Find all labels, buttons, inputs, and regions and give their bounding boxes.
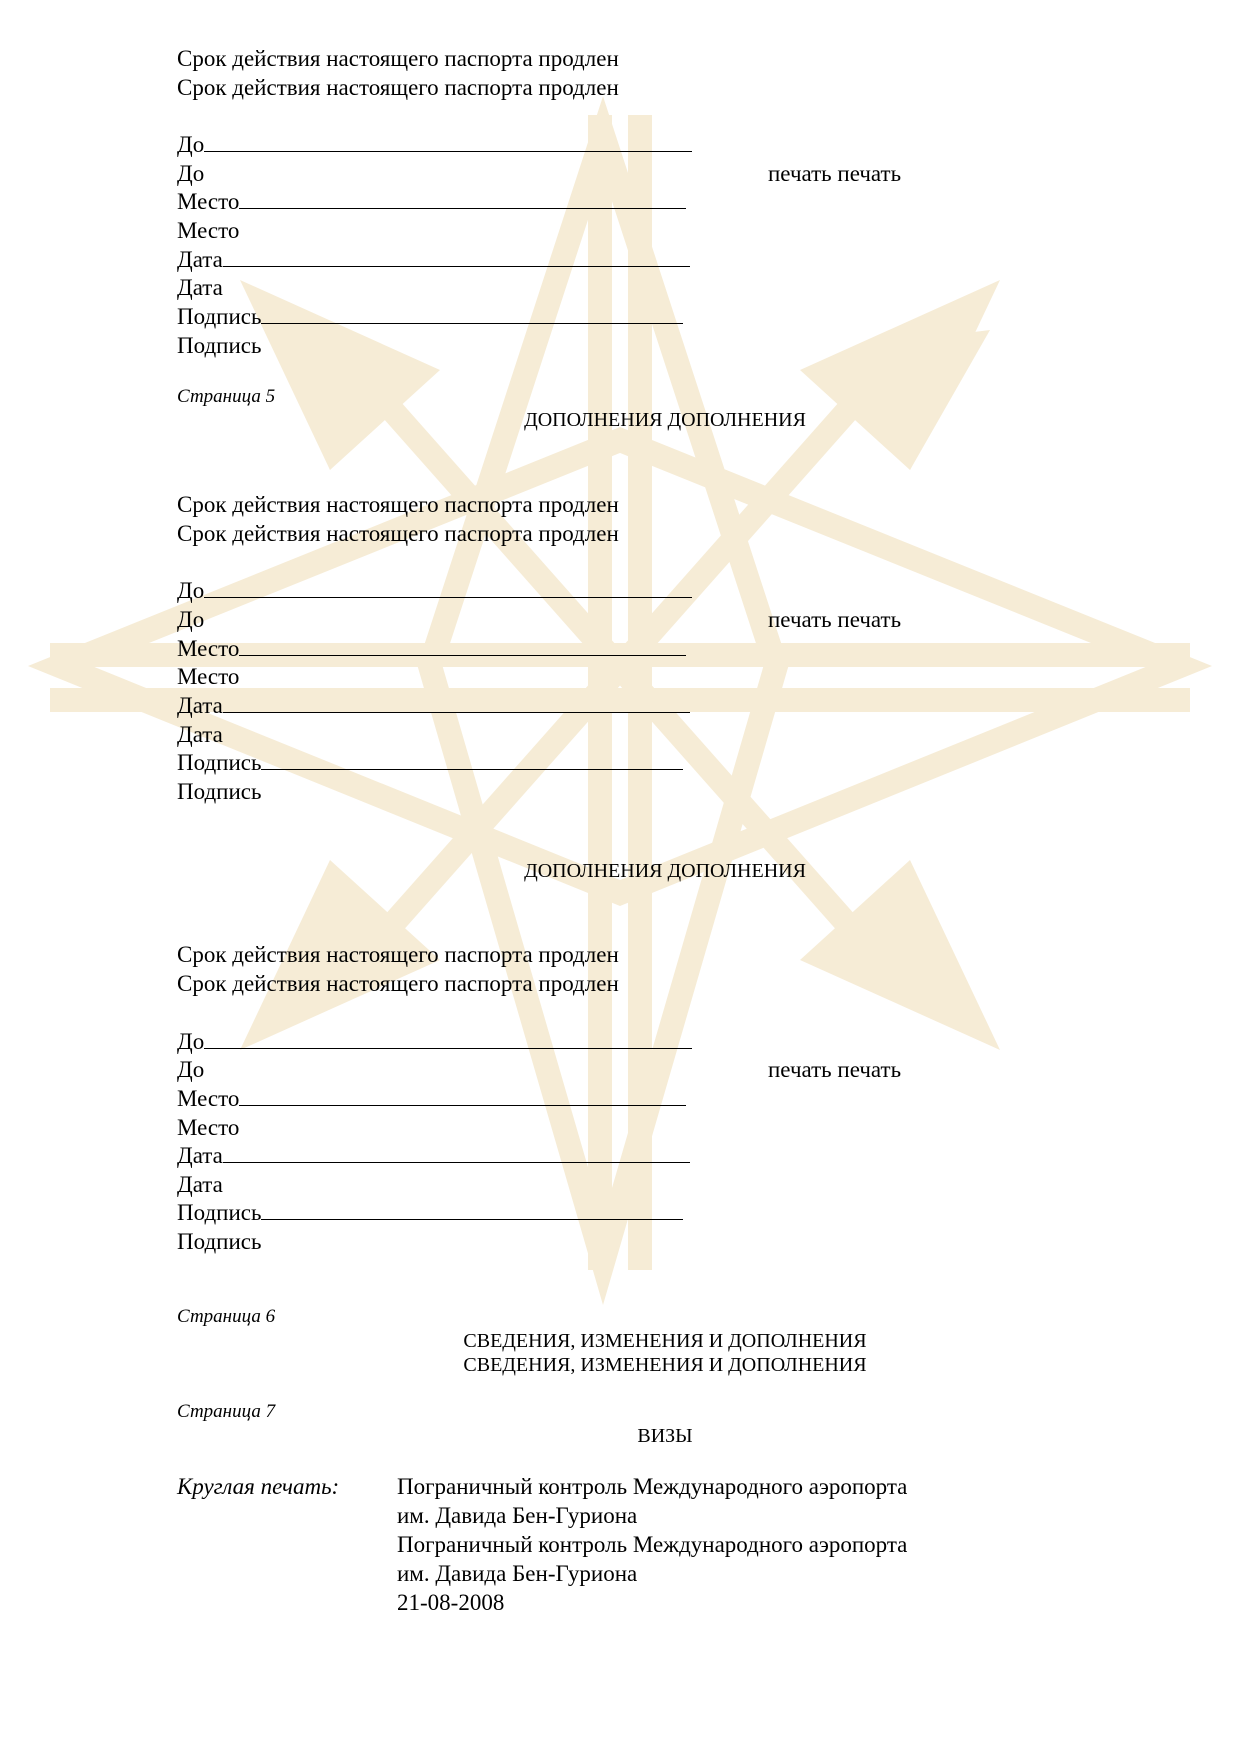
renewal-text: Срок действия настоящего паспорта продлен [177,942,619,967]
signature-label: Подпись [177,750,262,775]
date-label: Дата [177,247,223,272]
stamp-label: Круглая печать: [177,1474,340,1499]
date-line [223,1162,690,1163]
until-label: До [177,161,205,186]
until-label: До [177,132,205,157]
date-label: Дата [177,1143,223,1168]
until-field [177,1030,692,1053]
signature-field [177,1201,683,1224]
place-label: Место [177,664,240,689]
renewal-text: Срок действия настоящего паспорта продлен [177,971,619,996]
section-heading: ДОПОЛНЕНИЯ ДОПОЛНЕНИЯ [524,409,806,431]
signature-line [261,323,683,324]
date-field [177,248,690,271]
place-line [239,655,686,656]
page-label: Страница 5 [177,386,276,407]
stamp-text-line: Пограничный контроль Международного аэропорта [397,1532,908,1557]
place-line [239,208,686,209]
signature-label: Подпись [177,1229,262,1254]
signature-field [177,305,683,328]
stamp-placeholder: печать печать [768,607,902,632]
section-heading: СВЕДЕНИЯ, ИЗМЕНЕНИЯ И ДОПОЛНЕНИЯ [463,1330,867,1352]
until-field [177,133,692,156]
until-line [204,151,692,152]
renewal-text: Срок действия настоящего паспорта продлен [177,46,619,71]
signature-label: Подпись [177,333,262,358]
stamp-placeholder: печать печать [768,1057,902,1082]
signature-label: Подпись [177,304,262,329]
renewal-text: Срок действия настоящего паспорта продлен [177,75,619,100]
date-label: Дата [177,275,223,300]
date-field [177,694,690,717]
until-label: До [177,578,205,603]
page-label: Страница 7 [177,1401,276,1422]
signature-line [261,1219,683,1220]
place-field [177,1087,686,1110]
date-line [223,266,690,267]
place-label: Место [177,1115,240,1140]
page-label: Страница 6 [177,1306,276,1327]
until-line [204,1048,692,1049]
date-label: Дата [177,1172,223,1197]
place-label: Место [177,636,240,661]
stamp-date: 21-08-2008 [397,1590,505,1615]
place-line [239,1105,686,1106]
signature-label: Подпись [177,1200,262,1225]
stamp-text-line: Пограничный контроль Международного аэропорта [397,1474,908,1499]
stamp-text-line: им. Давида Бен-Гуриона [397,1503,638,1528]
date-label: Дата [177,693,223,718]
stamp-text-line: им. Давида Бен-Гуриона [397,1561,638,1586]
stamp-placeholder: печать печать [768,161,902,186]
section-heading: ВИЗЫ [637,1425,693,1447]
until-label: До [177,607,205,632]
signature-label: Подпись [177,779,262,804]
date-label: Дата [177,722,223,747]
until-line [204,597,692,598]
place-label: Место [177,189,240,214]
date-line [223,712,690,713]
section-heading: ДОПОЛНЕНИЯ ДОПОЛНЕНИЯ [524,860,806,882]
section-heading: СВЕДЕНИЯ, ИЗМЕНЕНИЯ И ДОПОЛНЕНИЯ [463,1354,867,1376]
date-field [177,1144,690,1167]
place-field [177,637,686,660]
until-field [177,579,692,602]
place-field [177,190,686,213]
renewal-text: Срок действия настоящего паспорта продлен [177,521,619,546]
signature-line [261,769,683,770]
until-label: До [177,1029,205,1054]
place-label: Место [177,1086,240,1111]
renewal-text: Срок действия настоящего паспорта продлен [177,492,619,517]
signature-field [177,751,683,774]
place-label: Место [177,218,240,243]
until-label: До [177,1057,205,1082]
